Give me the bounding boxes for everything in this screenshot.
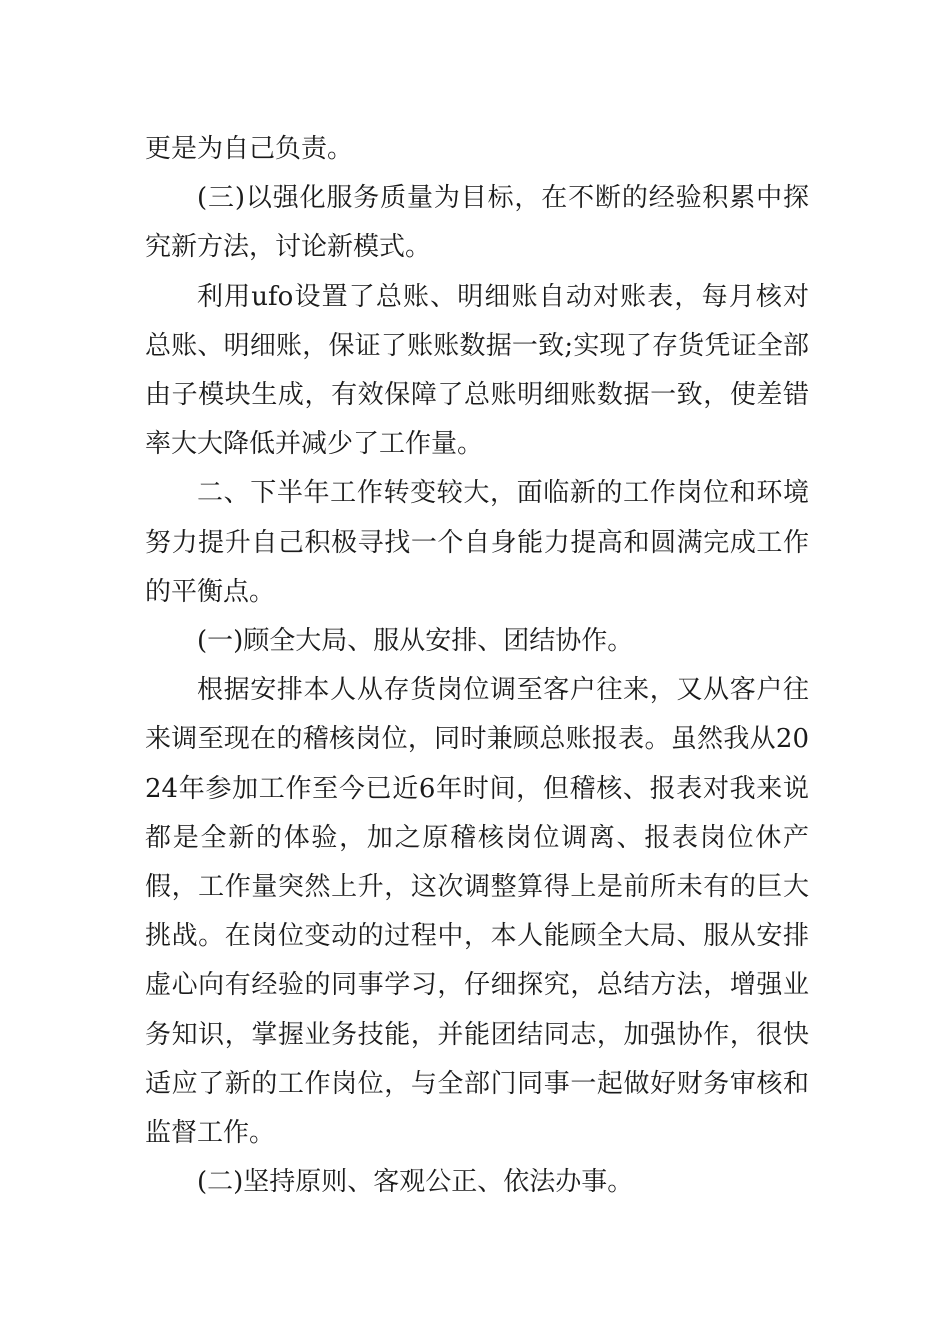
paragraph-ufo-reconciliation: 利用ufo设置了总账、明细账自动对账表，每月核对总账、明细账，保证了账账数据一致;实现了存货凭证全部由子模块生成，有效保障了总账明细账数据一致，使差错率大大降低并减少了工作量。 xyxy=(145,281,809,460)
paragraph-section-2: 二、下半年工作转变较大，面临新的工作岗位和环境努力提升自己积极寻找一个自身能力提高和圆满完成工作的平衡点。 xyxy=(145,478,809,607)
paragraph-job-rotation: 根据安排本人从存货岗位调至客户往来，又从客户往来调至现在的稽核岗位，同时兼顾总账报表。虽然我从2024年参加工作至今已近6年时间，但稽核、报表对我来说都是全新的体验，加之原稽核岗位调离、报表岗位休产假，工作量突然上升，这次调整算得上是前所未有的巨大挑战。在岗位变动的过程中，本人能顾全大局、服从安排虚心向有经验的同事学习，仔细探究，总结方法，增强业务知识，掌握业务技能，并能团结同志，加强协作，很快适应了新的工作岗位，与全部门同事一起做好财务审核和监督工作。 xyxy=(145,675,809,1149)
paragraph-heading-3: (三)以强化服务质量为目标，在不断的经验积累中探究新方法，讨论新模式。 xyxy=(145,183,809,263)
paragraph-continuation: 更是为自己负责。 xyxy=(145,134,354,164)
paragraph-heading-1: (一)顾全大局、服从安排、团结协作。 xyxy=(197,626,634,657)
paragraph-heading-2: (二)坚持原则、客观公正、依法办事。 xyxy=(197,1167,634,1198)
document-page xyxy=(145,125,809,1207)
